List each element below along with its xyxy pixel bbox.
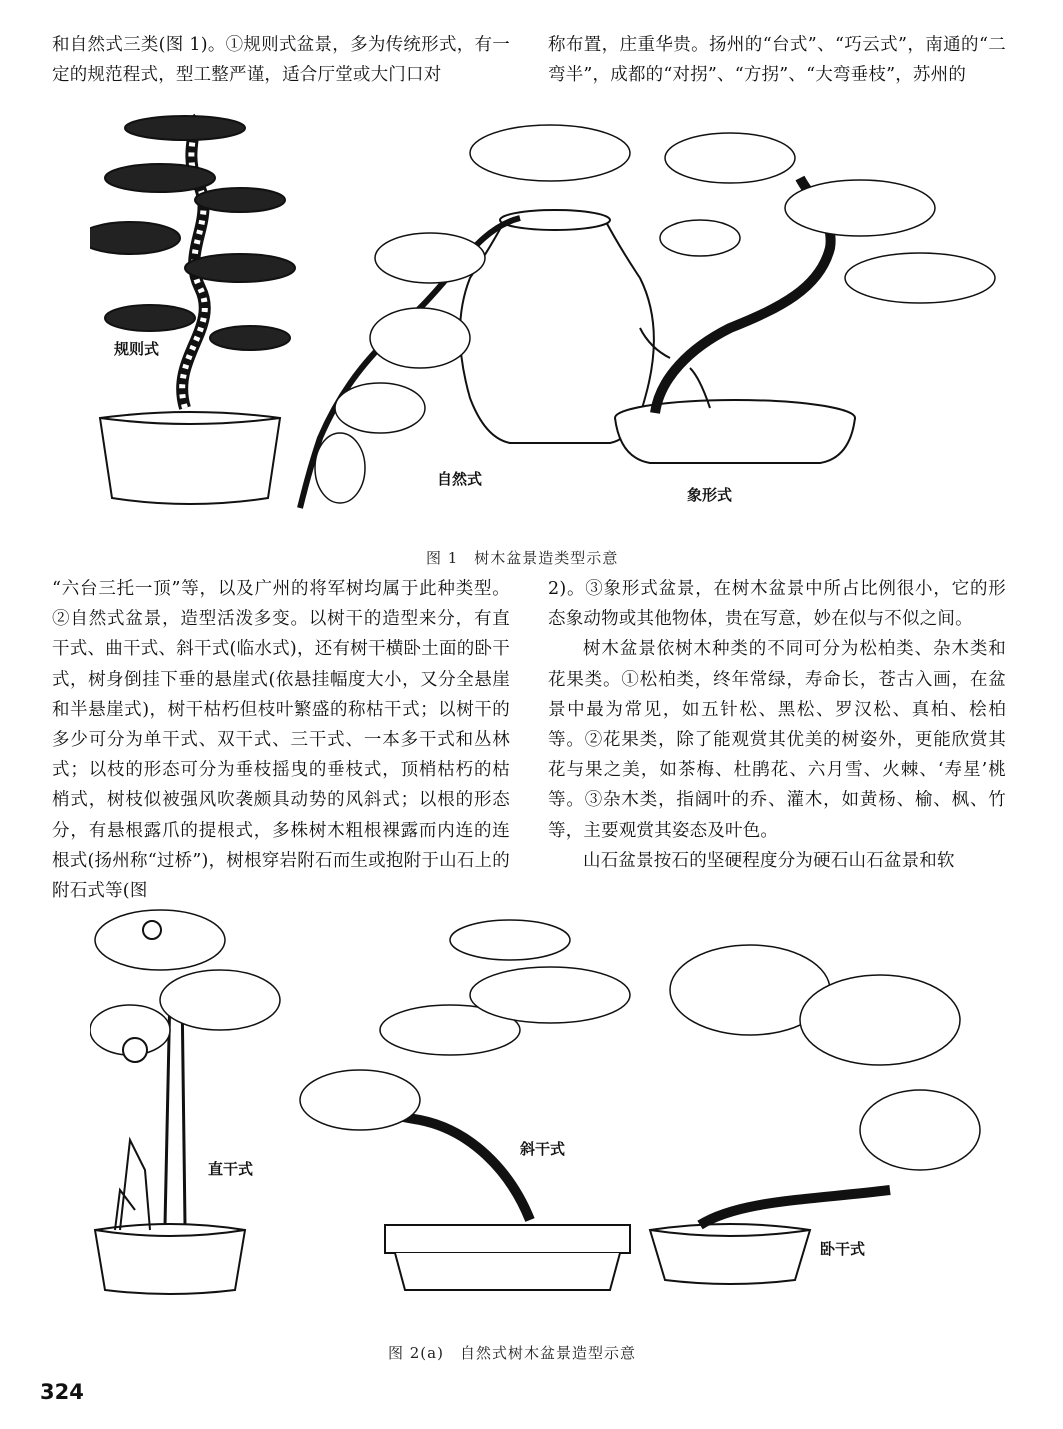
lying-bonsai-drawing — [650, 945, 980, 1284]
figure-2a-label-slanting: 斜干式 — [520, 1140, 566, 1158]
figure-2a-caption: 图 2(a) 自然式树木盆景造型示意 — [388, 1344, 636, 1362]
figurative-bonsai-drawing — [615, 133, 995, 463]
text-column-top-right — [548, 30, 1006, 90]
paragraph: 称布置，庄重华贵。扬州的“台式”、“巧云式”，南通的“二弯半”，成都的“对拐”、“方拐”、“大弯垂枝”，苏州的 — [548, 35, 1006, 86]
paragraph: 山石盆景按石的坚硬程度分为硬石山石盆景和软 — [583, 850, 955, 871]
paragraph: “六台三托一顶”等，以及广州的将军树均属于此种类型。②自然式盆景，造型活泼多变。以树干的造型来分，有直干式、曲干式、斜干式(临水式)，还有树干横卧土面的卧干式，树身倒挂下垂的悬崖式(依悬挂幅度大小，又分全悬崖和半悬崖式)，树干枯朽但枝叶繁盛的称枯干式；以树干的多少可分为单干式、双干式、三干式、一本多干式和丛林式；以枝的形态可分为垂枝摇曳的垂枝式，顶梢枯朽的枯梢式，树枝似被强风吹袭颇具动势的风斜式；以根的形态分，有悬根露爪的提根式，多株树木粗根裸露而内连的连根式(扬州称“过桥”)，树根穿岩附石而生或抱附于山石上的附石式等(图 — [52, 579, 510, 902]
page-number: 324 — [40, 1380, 84, 1404]
paragraph: 树木盆景依树木种类的不同可分为松柏类、杂木类和花果类。①松柏类，终年常绿，寿命长，苍古入画，在盆景中最为常见，如五针松、黑松、罗汉松、真柏、桧柏等。②花果类，除了能观赏其优美的树姿外，更能欣赏其花与果之美，如茶梅、杜鹃花、六月雪、火棘、‘寿星’桃等。③杂木类，指阔叶的乔、灌木，如黄杨、榆、枫、竹等，主要观赏其姿态及叶色。 — [548, 639, 1006, 841]
text-column-middle-left — [52, 574, 510, 906]
figure-2a — [90, 900, 1010, 1300]
text-column-middle-right — [548, 574, 1006, 876]
figure-2a-label-upright: 直干式 — [208, 1160, 254, 1178]
slanting-bonsai-drawing — [300, 920, 630, 1290]
figure-1-label-regular: 规则式 — [114, 340, 160, 358]
upright-bonsai-drawing — [90, 910, 280, 1294]
figure-1 — [90, 108, 1010, 528]
figure-1-label-figurative: 象形式 — [687, 486, 733, 504]
text-column-top-left — [52, 30, 510, 90]
paragraph: 和自然式三类(图 1)。①规则式盆景，多为传统形式，有一定的规范程式，型工整严谨，适合厅堂或大门口对 — [52, 35, 510, 86]
figure-2a-illustration — [90, 900, 1010, 1300]
figure-1-caption: 图 1 树木盆景造类型示意 — [426, 549, 619, 567]
natural-bonsai-drawing — [300, 125, 654, 508]
paragraph: 2)。③象形式盆景，在树木盆景中所占比例很小，它的形态象动物或其他物体，贵在写意，妙在似与不似之间。 — [548, 579, 1006, 630]
figure-1-illustration — [90, 108, 1010, 528]
regular-bonsai-drawing — [90, 116, 295, 504]
figure-2a-label-lying: 卧干式 — [820, 1240, 866, 1258]
figure-1-label-natural: 自然式 — [437, 470, 483, 488]
